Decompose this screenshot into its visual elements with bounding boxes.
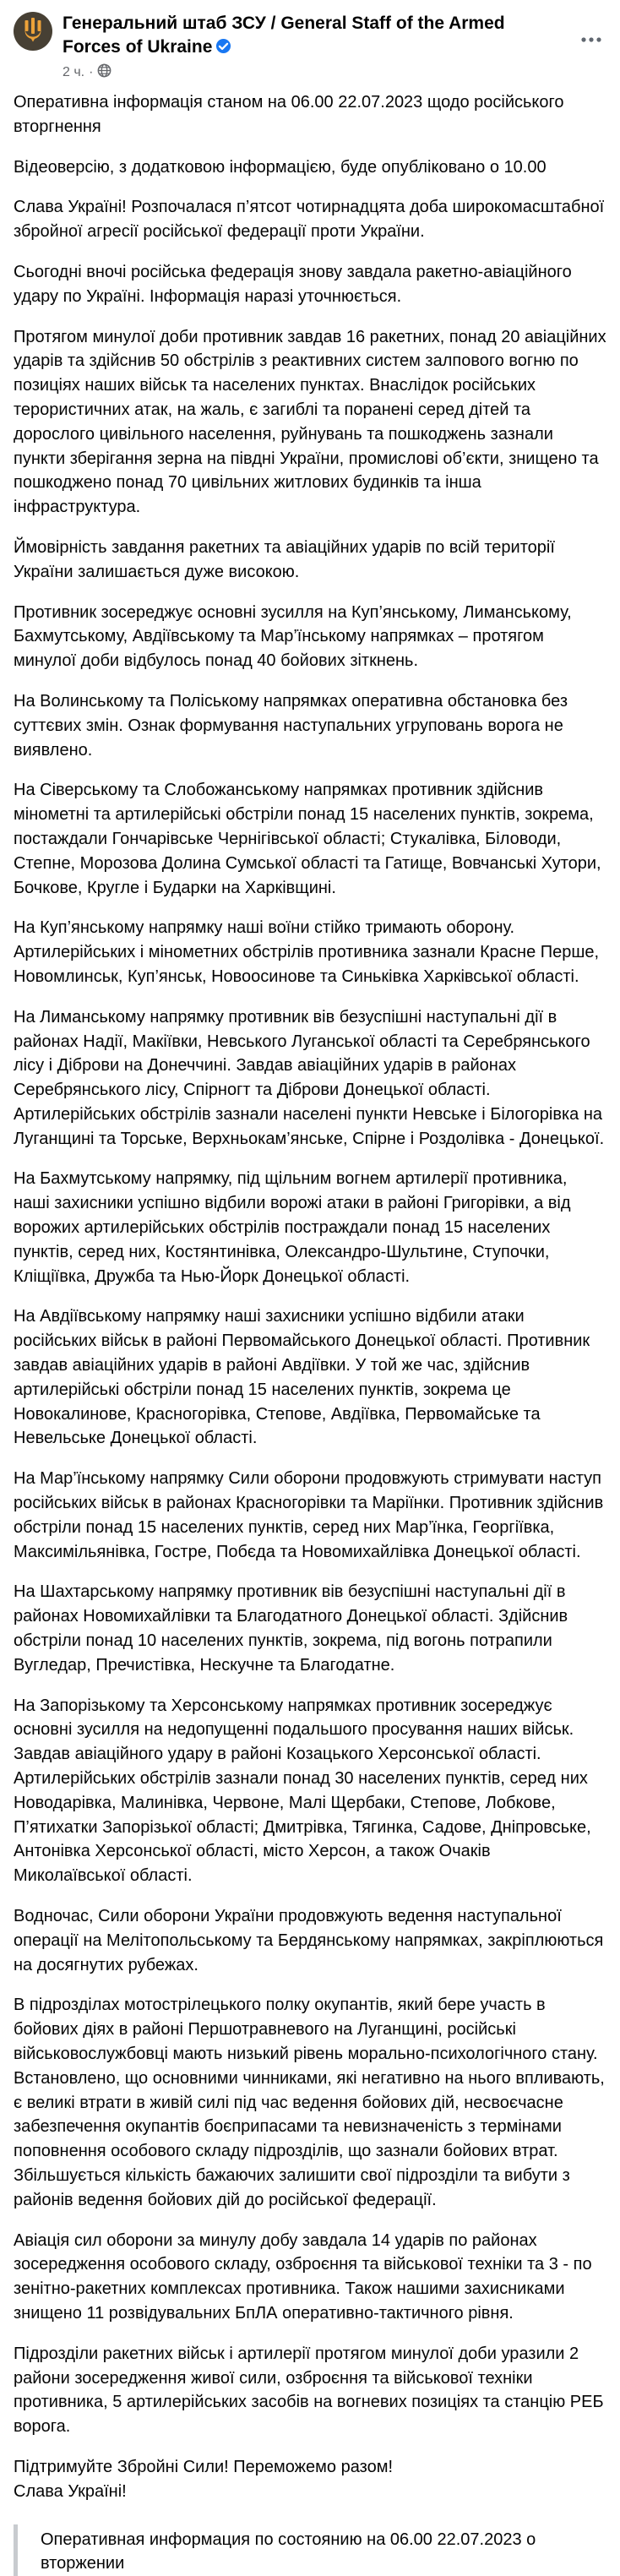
post-paragraph: Слава Україні! Розпочалася п’ятсот чотирнадцята доба широкомасштабної збройної агресії російської федерації проти України. bbox=[14, 198, 605, 242]
post-paragraph: На Бахмутському напрямку, під щільним вогнем артилерії противника, наші захисники успішно відбили ворожі атаки в районі Григорівки, а від ворожих артилерійських обстрілів постраждали понад 15 населених пунктів, серед них, Костянтинівка, Олександро-Шультине, Ступочки, Кліщіївка, Дружба та Нью-Йорк Донецької області. bbox=[14, 1169, 571, 1286]
post-paragraph: Підрозділи ракетних військ і артилерії протягом минулої доби уразили 2 райони зосередження живої сили, озброєння та військової техніки противника, 5 артилерійських засобів на вогневих позиціях та станцію РЕБ ворога. bbox=[14, 2344, 604, 2437]
post-paragraph: Водночас, Сили оборони України продовжують ведення наступальної операції на Мелітопольському та Бердянському напрямках, закріплюються на досягнутих рубежах. bbox=[14, 1907, 604, 1974]
post-paragraph: На Лиманському напрямку противник вів безуспішні наступальні дії в районах Надії, Макіївки, Невського Луганської області та Серебрянського лісу і Діброви на Донеччині. Завдав авіаційних ударів в районах Серебрянського лісу, Спірногт та Діброви Донецької області. Артилерійських обстрілів зазнали населені пункти Невське і Білогорівка на Луганщині та Торське, Верхньокам’янське, Спірне і Роздолівка - Донецької. bbox=[14, 1007, 605, 1148]
post-paragraph: На Запорізькому та Херсонському напрямках противник зосереджує основні зусилля на недопущенні подальшого просування наших військ. Завдав авіаційного удару в районі Козацького Херсонської області. Артилерійських обстрілів зазнали понад 30 населених пунктів, серед них Новодарівка, Малинівка, Червоне, Малі Щербаки, Степове, Лобкове, П’ятихатки Запорізької області; Дмитрівка, Тягинка, Садове, Дніпровське, Антонівка Херсонської області, місто Херсон, а також Очаків Миколаївської області. bbox=[14, 1696, 591, 1886]
closing-line-1: Підтримуйте Збройні Сили! Переможемо разом! bbox=[14, 2457, 393, 2476]
post-paragraph: Противник зосереджує основні зусилля на Куп’янському, Лиманському, Бахмутському, Авдіївському та Мар’їнському напрямках – протягом минулої доби відбулось понад 40 бойових зіткнень. bbox=[14, 602, 572, 671]
closing-line-2: Слава Україні! bbox=[14, 2481, 127, 2501]
post-paragraph: Відеоверсію, з додатковою інформацією, буде опубліковано о 10.00 bbox=[14, 157, 547, 177]
page-avatar[interactable] bbox=[14, 12, 52, 51]
post-paragraph: Сьогодні вночі російська федерація знову завдала ракетно-авіаційного удару по Україні. Інформація наразі уточнюється. bbox=[14, 262, 572, 306]
post-paragraph: На Куп’янському напрямку наші воїни стійко тримають оборону. Артилерійських і мінометних обстрілів противника зазнали Красне Перше, Новомлинськ, Куп’янськ, Новоосинове та Синьківка Харківської області. bbox=[14, 918, 600, 986]
post-closing bbox=[14, 2455, 606, 2504]
page-name[interactable] bbox=[63, 12, 556, 61]
post-body bbox=[14, 90, 606, 2576]
ellipsis-icon bbox=[580, 33, 602, 46]
post-header bbox=[14, 12, 606, 82]
post-paragraph: На Волинському та Поліському напрямках оперативна обстановка без суттєвих змін. Ознак формування наступальних угруповань ворога не виявлено. bbox=[14, 691, 568, 760]
post-paragraph: В підрозділах мотострілецького полку окупантів, який бере участь в бойових діях в районі Першотравневого на Луганщині, російські військовослужбовці мають низький рівень морально-психологічного стану. Встановлено, що основними чинниками, які негативно на нього впливають, є великі втрати в живій силі під час ведення бойових дій, несвоєчасне забезпечення окупантів боєприпасами та невизначеність з термінами поповнення особового складу підрозділів, що зазнали бойових втрат. Збільшується кількість бажаючих залишити свої підрозділи та вибути з районів ведення бойових дій до російської федерації. bbox=[14, 1996, 605, 2209]
page-name-text: Генеральний штаб ЗСУ / General Staff of the Armed Forces of Ukraine bbox=[63, 14, 505, 57]
post-paragraphs bbox=[14, 90, 606, 2439]
translation-quote bbox=[14, 2524, 606, 2576]
trident-icon bbox=[22, 17, 44, 46]
post-paragraph: Ймовірність завдання ракетних та авіаційних ударів по всій території України залишається дуже високою. bbox=[14, 537, 555, 581]
post-paragraph: Протягом минулої доби противник завдав 16 ракетних, понад 20 авіаційних ударів та здійснив 50 обстрілів з реактивних систем залпового вогню по позиціях наших військ та населених пунктах. Внаслідок російських терористичних атак, на жаль, є загиблі та поранені серед дітей та дорослого цивільного населення, руйнувань та пошкоджень зазнали пункти зберігання зерна на півдні України, промислові об’єкти, знищено та пошкоджено понад 70 цивільних житлових будинків та інша інфраструктура. bbox=[14, 327, 606, 517]
globe-icon bbox=[97, 63, 111, 82]
meta-separator: · bbox=[89, 65, 94, 79]
post-paragraph: На Авдіївському напрямку наші захисники успішно відбили атаки російських військ в районі Первомайського Донецької області. Противник завдав авіаційних ударів в районі Авдіївки. У той же час, здійснив артилерійські обстріли понад 15 населених пунктів, зокрема це Новокалинове, Красногорівка, Степове, Авдіївка, Первомайське та Невельське Донецької області. bbox=[14, 1307, 590, 1448]
post-paragraph: На Мар’їнському напрямку Сили оборони продовжують стримувати наступ російських військ в районах Красногорівки та Маріїнки. Противник здійснив обстріли понад 15 населених пунктів, серед них Мар’їнка, Георгіївка, Максимільянівка, Гостре, Побєда та Новомихайлівка Донецької області. bbox=[14, 1469, 604, 1561]
post-paragraph: Оперативна інформація станом на 06.00 22.07.2023 щодо російського вторгнення bbox=[14, 93, 564, 136]
post-header-info bbox=[63, 12, 606, 82]
post-paragraph: Авіація сил оборони за минулу добу завдала 14 ударів по районах зосередження особового складу, озброєння та військової техніки та 3 - по зенітно-ракетних комплексах противника. Також нашими захисниками знищено 11 розвідувальних БпЛА оперативно-тактичного рівня. bbox=[14, 2230, 592, 2323]
post-options-button[interactable] bbox=[576, 24, 606, 54]
post-paragraph: На Сіверському та Слобожанському напрямках противник здійснив мінометні та артилерійські обстріли понад 15 населених пунктів, зокрема, постаждали Гончарівське Чернігівської області; Стукалівка, Біловоди, Степне, Морозова Долина Сумської області та Гатище, Вовчанські Хутори, Бочкове, Кругле і Бударки на Харківщині. bbox=[14, 781, 601, 897]
post-meta bbox=[63, 63, 556, 82]
post-paragraph: На Шахтарському напрямку противник вів безуспішні наступальні дії в районах Новомихайлівки та Благодатного Донецької області. Здійснив обстріли понад 10 населених пунктів, зокрема, під вогонь потрапили Вугледар, Пречистівка, Нескучне та Благодатне. bbox=[14, 1582, 568, 1675]
verified-badge-icon bbox=[215, 37, 231, 61]
post-timestamp[interactable]: 2 ч. bbox=[63, 65, 85, 79]
quote-text: Оперативная информация по состоянию на 06.00 22.07.2023 о вторжении bbox=[41, 2530, 536, 2573]
